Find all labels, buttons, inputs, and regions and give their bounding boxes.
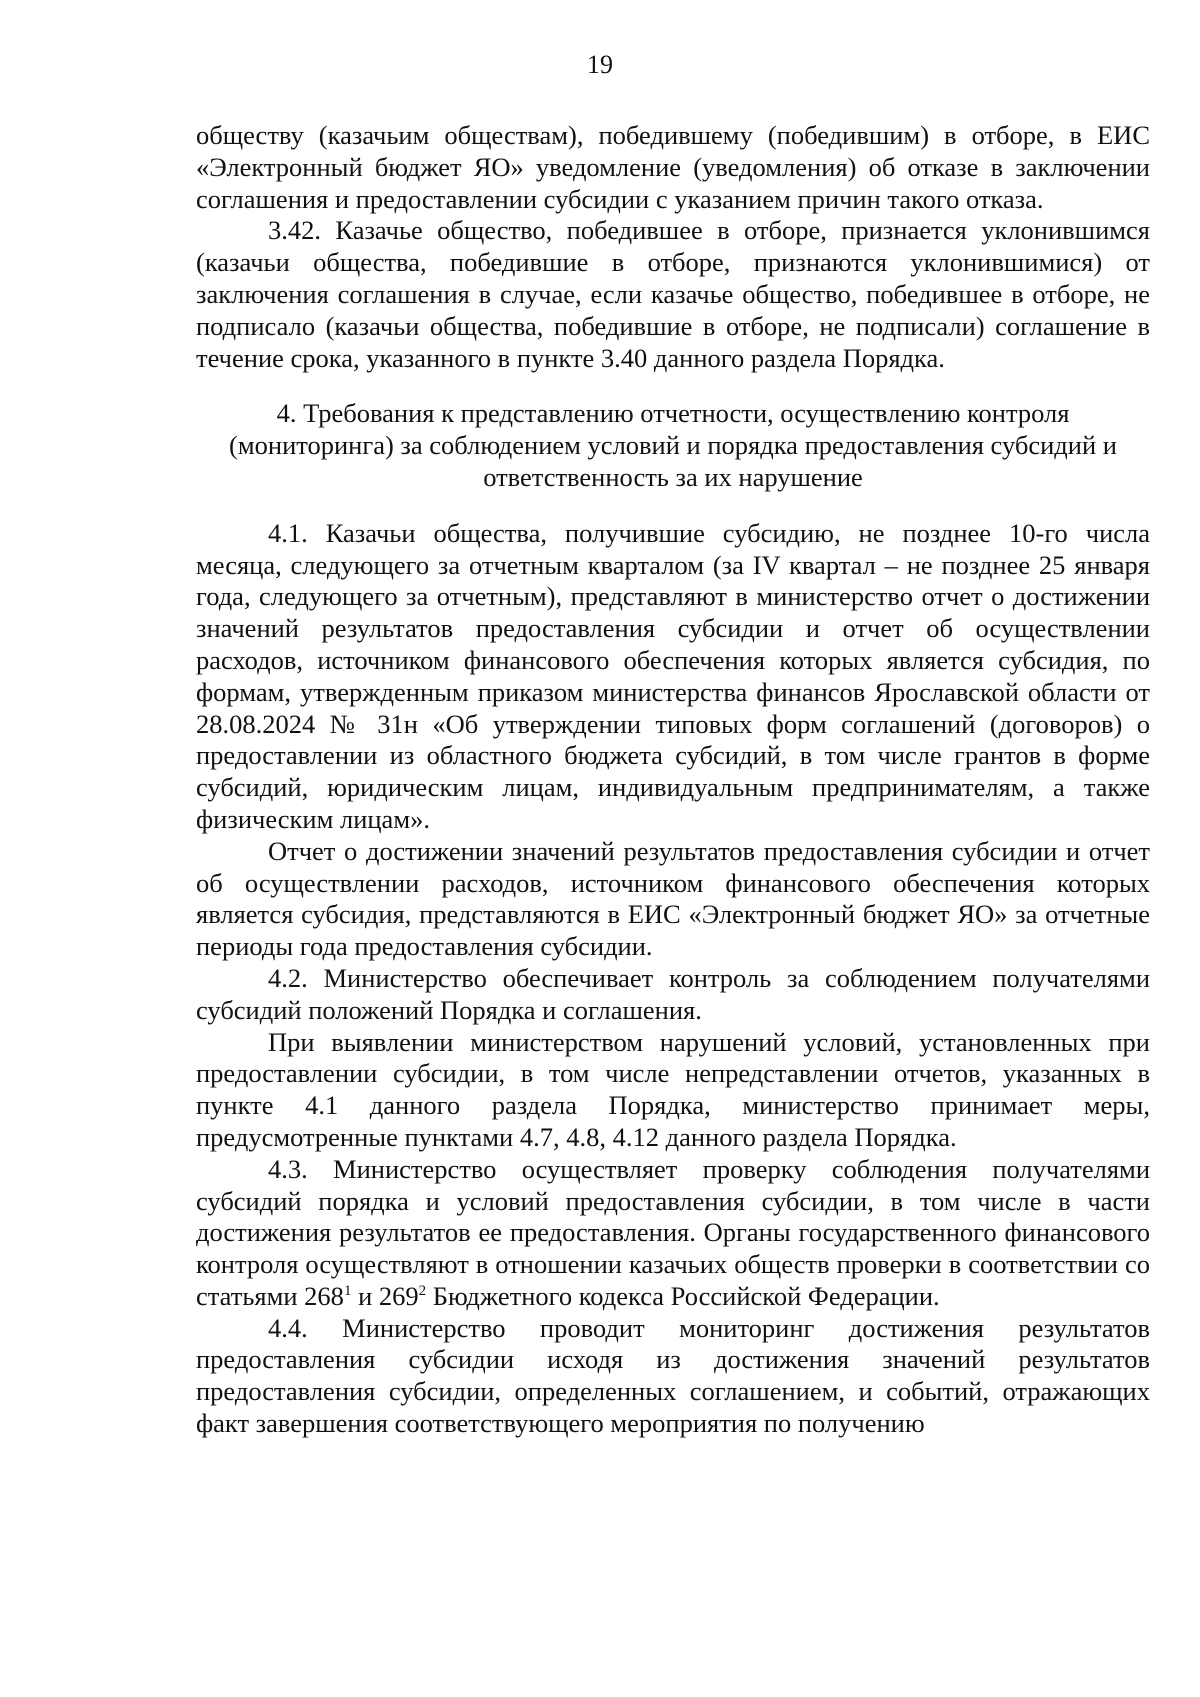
paragraph-text: Бюджетного кодекса Российской Федерации. <box>426 1280 940 1311</box>
paragraph-3-42: 3.42. Казачье общество, победившее в отборе, признается уклонившимся (казачьи общества, победившие в отборе, признаются уклонившимися) от заключения соглашения в случае, если казачье общество, победившее в отборе, не подписало (казачьи общества, победившие в отборе, не подписали) соглашение в течение срока, указанного в пункте 3.40 данного раздела Порядка. <box>196 215 1150 373</box>
section-heading: 4. Требования к представлению отчетности, осуществлению контроля (мониторинга) за соблюдением условий и порядка предоставления субсидий и ответственность за их нарушение <box>229 398 1117 492</box>
superscript: 2 <box>418 1283 427 1300</box>
paragraph-text: 4.3. Министерство осуществляет проверку соблюдения получателями субсидий порядка и условий предоставления субсидии, в том числе в части достижения результатов ее предоставления. Органы государственного финансового контроля осуществляют в отношении казачьих обществ проверки в соответствии со статьями 268 <box>196 1153 1150 1311</box>
paragraph-4-4: 4.4. Министерство проводит мониторинг достижения результатов предоставления субсидии исходя из достижения значений результатов предоставления субсидии, определенных соглашением, и событий, отражающих факт завершения соответствующего мероприятия по получению <box>196 1312 1150 1439</box>
paragraph: При выявлении министерством нарушений условий, установленных при предоставлении субсидии, в том числе непредставлении отчетов, указанных в пункте 4.1 данного раздела Порядка, министерство принимает меры, предусмотренные пунктами 4.7, 4.8, 4.12 данного раздела Порядка. <box>196 1026 1150 1152</box>
paragraph: обществу (казачьим обществам), победившему (победившим) в отборе, в ЕИС «Электронный бюджет ЯО» уведомление (уведомления) об отказе в заключении соглашения и предоставлении субсидии с указанием причин такого отказа. <box>196 120 1150 214</box>
paragraph-4-1: 4.1. Казачьи общества, получившие субсидию, не позднее 10-го числа месяца, следующего за отчетным кварталом (за IV квартал – не позднее 25 января года, следующего за отчетным), представляют в министерство отчет о достижении значений результатов предоставления субсидии и отчет об осуществлении расходов, источником финансового обеспечения которых является субсидия, по формам, утвержденным приказом министерства финансов Ярославской области от 28.08.2024 № 31н «Об утверждении типовых форм соглашений (договоров) о предоставлении из областного бюджета субсидий, в том числе грантов в форме субсидий, юридическим лицам, индивидуальным предпринимателям, а также физическим лицам». <box>196 517 1150 834</box>
document-body <box>196 120 1150 1440</box>
paragraph-4-3 <box>196 1154 1150 1313</box>
page-number: 19 <box>587 50 613 79</box>
superscript: 1 <box>343 1283 352 1300</box>
paragraph: Отчет о достижении значений результатов предоставления субсидии и отчет об осуществлении расходов, источником финансового обеспечения которых является субсидия, представляются в ЕИС «Электронный бюджет ЯО» за отчетные периоды года предоставления субсидии. <box>196 835 1150 962</box>
paragraph-4-2: 4.2. Министерство обеспечивает контроль за соблюдением получателями субсидий положений Порядка и соглашения. <box>196 962 1150 1025</box>
paragraph-text: и 269 <box>351 1280 419 1311</box>
